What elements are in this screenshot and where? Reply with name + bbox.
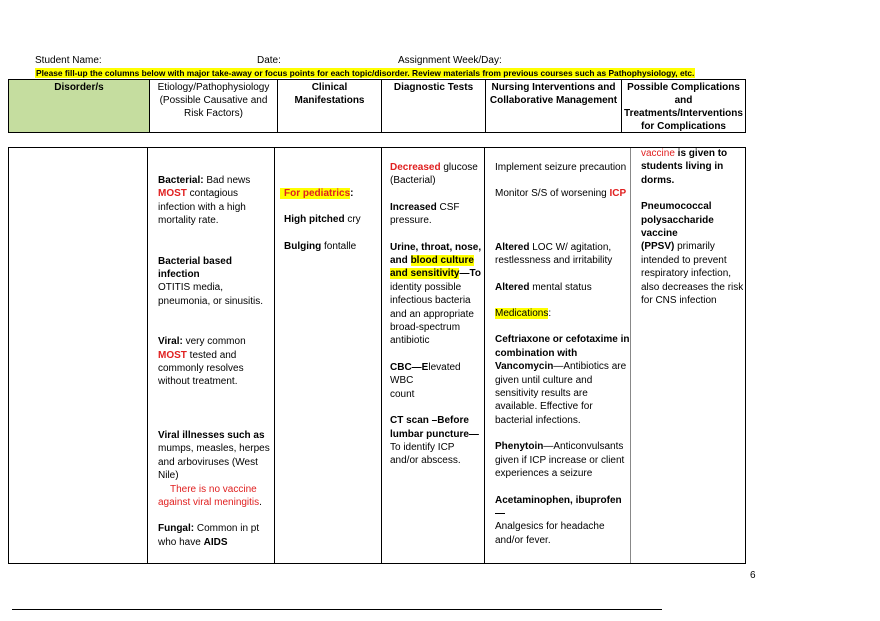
spacer	[495, 481, 631, 494]
spacer	[641, 187, 745, 200]
nursing-line: combination with	[495, 347, 578, 359]
nursing-line: available. Effective for	[495, 401, 593, 413]
text: glucose	[440, 162, 478, 173]
nursing-line: Analgesics for headache	[495, 521, 605, 533]
col-complications	[621, 80, 745, 132]
complications-line: for CNS infection	[641, 295, 717, 307]
text: CSF	[436, 201, 460, 213]
text: primarily	[674, 241, 715, 253]
spacer	[390, 228, 484, 241]
most-label: MOST	[158, 188, 187, 200]
pediatrics-label: For pediatrics	[280, 188, 350, 199]
col-complications-line2: and	[674, 95, 693, 106]
text: cry	[344, 214, 361, 226]
footer-rule	[12, 609, 662, 610]
date-label: Date:	[257, 55, 281, 66]
divider	[381, 148, 382, 563]
nursing-line	[495, 360, 631, 373]
col-etiology-line3: Risk Factors)	[184, 108, 243, 119]
spacer	[495, 174, 631, 187]
spacer	[495, 320, 631, 333]
medications-highlight: Medications	[495, 308, 549, 320]
col-clinical-line1: Clinical	[311, 82, 348, 93]
diagnostic-line	[390, 161, 484, 174]
text: Phenytoin	[495, 441, 544, 453]
etiology-line	[158, 522, 274, 535]
complications-line: respiratory infection,	[641, 268, 732, 280]
nursing-line: and/or fever.	[495, 534, 551, 546]
nursing-line	[495, 241, 631, 254]
nursing-line: Implement seizure precaution	[495, 162, 627, 173]
col-nursing-line2: Collaborative Management	[489, 95, 618, 106]
col-nursing	[485, 80, 621, 132]
text: levated WBC	[390, 361, 461, 387]
text: —To	[459, 268, 481, 280]
nursing-line: given until culture and	[495, 374, 593, 386]
col-diagnostic	[381, 80, 485, 132]
diagnostic-line: (Bacterial)	[390, 175, 436, 187]
divider	[147, 148, 148, 563]
col-etiology-line1: Etiology/Pathophysiology	[157, 82, 270, 93]
fungal-label: Fungal:	[158, 523, 195, 535]
text: who have	[158, 536, 204, 548]
no-vaccine-note: There is no vaccine	[170, 483, 257, 495]
etiology-line: infection with a high	[158, 201, 246, 213]
etiology-cell	[158, 174, 274, 549]
spacer	[390, 401, 484, 414]
spacer	[495, 294, 631, 307]
nursing-line: Ceftriaxone or cefotaxime in	[495, 334, 630, 346]
diagnostic-line: lumbar puncture—	[390, 428, 479, 440]
complications-line: polysaccharide vaccine	[641, 214, 714, 240]
diagnostic-cell	[390, 161, 484, 468]
text: Monitor S/S of worsening	[495, 188, 610, 200]
nursing-line: restlessness and irritability	[495, 255, 613, 267]
col-clinical-line2: Manifestations	[294, 95, 365, 106]
etiology-line: commonly resolves	[158, 363, 244, 375]
diagnostic-line: To identify ICP	[390, 441, 455, 453]
diagnostic-line: pressure.	[390, 215, 432, 227]
text: mental status	[529, 281, 592, 293]
col-complications-line4: for Complications	[640, 121, 726, 132]
vaccine-label: vaccine	[641, 148, 675, 159]
etiology-line: OTITIS media,	[158, 282, 224, 294]
nursing-line	[495, 307, 631, 320]
text: :	[548, 308, 552, 320]
spacer	[158, 228, 274, 255]
text: and	[390, 255, 411, 267]
diagnostic-line: Urine, throat, nose,	[390, 241, 482, 253]
spacer	[158, 308, 274, 335]
text: Common in pt	[194, 523, 260, 535]
complications-line	[641, 147, 745, 160]
text: Altered	[495, 281, 530, 293]
text: tested and	[186, 349, 237, 361]
col-diagnostic-label: Diagnostic Tests	[393, 82, 474, 93]
diagnostic-line: CT scan –Before	[390, 415, 469, 427]
spacer	[158, 509, 274, 522]
spacer	[390, 348, 484, 361]
diagnostic-line: count	[390, 388, 415, 400]
diagnostic-line: antibiotic	[390, 335, 430, 347]
text: :	[350, 188, 354, 199]
spacer	[280, 200, 372, 213]
nursing-line: bacterial infections.	[495, 414, 581, 426]
text: is given to	[674, 148, 728, 159]
text: —Anticonvulsants	[543, 441, 624, 453]
col-nursing-line1: Nursing Interventions and	[491, 82, 616, 93]
clinical-line	[280, 213, 372, 226]
blood-culture-highlight: blood culture	[410, 255, 474, 267]
viral-label: Viral:	[158, 336, 183, 348]
clinical-line	[280, 240, 372, 253]
etiology-line: Nile)	[158, 470, 179, 482]
nursing-line	[495, 281, 631, 294]
etiology-line	[158, 174, 274, 187]
content-table	[8, 147, 746, 564]
text: —Antibiotics are	[553, 361, 627, 373]
nursing-line: Acetaminophen, ibuprofen—	[495, 494, 622, 519]
complications-line: intended to prevent	[641, 254, 727, 266]
spacer	[390, 188, 484, 201]
complications-cell	[641, 147, 745, 307]
sensitivity-highlight: and sensitivity	[390, 268, 460, 280]
text: (PPSV)	[641, 241, 675, 253]
text: High pitched	[284, 214, 345, 226]
spacer	[495, 268, 631, 281]
nursing-line: given if ICP increase or client	[495, 454, 625, 466]
clinical-cell	[280, 187, 372, 253]
nursing-cell	[495, 161, 631, 547]
text: Altered	[495, 241, 530, 253]
col-disorder-label: Disorder/s	[54, 82, 104, 93]
nursing-line	[495, 440, 631, 453]
divider	[484, 148, 485, 563]
etiology-line: and arboviruses (West	[158, 456, 258, 468]
text: LOC W/ agitation,	[529, 241, 612, 253]
complications-line: also decreases the risk	[641, 281, 744, 293]
diagnostic-line: identity possible	[390, 281, 462, 293]
bacterial-label: Bacterial:	[158, 175, 204, 186]
text: very common	[182, 336, 246, 348]
etiology-line: without treatment.	[158, 376, 238, 388]
decreased-label: Decreased	[390, 162, 441, 173]
most-label: MOST	[158, 349, 187, 361]
diagnostic-line: and an appropriate	[390, 308, 474, 320]
col-etiology	[149, 80, 277, 132]
nursing-line: experiences a seizure	[495, 468, 593, 480]
etiology-line: Viral illnesses such as	[158, 429, 265, 441]
diagnostic-line	[390, 361, 484, 388]
nursing-line: sensitivity results are	[495, 388, 588, 400]
nursing-line	[495, 187, 631, 200]
clinical-line	[280, 187, 372, 200]
text: Vancomycin	[495, 361, 554, 373]
spacer	[495, 427, 631, 440]
diagnostic-line	[390, 267, 484, 280]
col-clinical	[277, 80, 381, 132]
no-vaccine-note: against viral meningitis	[158, 496, 260, 508]
etiology-line: mumps, measles, herpes	[158, 443, 270, 455]
instructions: Please fill-up the columns below with major take-away or focus points for each topic/disorder. Review materials from previous courses such as Pathophysiology, etc.	[36, 68, 695, 78]
divider	[274, 148, 275, 563]
complications-line	[641, 240, 745, 253]
assignment-label: Assignment Week/Day:	[398, 55, 502, 66]
complications-line: students living in	[641, 161, 724, 173]
student-name-label: Student Name:	[35, 55, 102, 66]
etiology-line	[158, 536, 274, 549]
etiology-line	[158, 335, 274, 348]
text: Increased	[390, 201, 437, 213]
col-etiology-line2: (Possible Causative and	[159, 95, 268, 106]
etiology-line: mortality rate.	[158, 215, 219, 227]
page-number: 6	[750, 570, 756, 581]
col-complications-line1: Possible Complications	[627, 82, 740, 93]
complications-line: dorms.	[641, 174, 675, 186]
complications-line: Pneumococcal	[641, 201, 712, 213]
diagnostic-line: and/or abscess.	[390, 455, 461, 467]
text: Bad news	[203, 175, 251, 186]
spacer	[280, 227, 372, 240]
icp-label: ICP	[609, 188, 627, 200]
text: contagious	[186, 188, 239, 200]
etiology-line	[158, 349, 274, 362]
text: fontalle	[321, 240, 357, 252]
aids-label: AIDS	[203, 536, 228, 548]
etiology-line: Bacterial based infection	[158, 255, 232, 281]
text: Bulging	[284, 240, 322, 252]
col-complications-line3: Treatments/Interventions	[624, 108, 743, 119]
etiology-line: pneumonia, or sinusitis.	[158, 295, 264, 307]
column-header-table	[8, 79, 746, 133]
diagnostic-line	[390, 254, 484, 267]
spacer	[158, 389, 274, 429]
col-disorder	[9, 80, 149, 132]
diagnostic-line: broad-spectrum	[390, 322, 461, 334]
diagnostic-line	[390, 201, 484, 214]
spacer	[495, 201, 631, 241]
etiology-line	[158, 496, 274, 509]
etiology-line	[158, 187, 274, 200]
diagnostic-line: infectious bacteria	[390, 295, 471, 307]
text: CBC—E	[390, 361, 429, 373]
text: .	[259, 496, 262, 508]
